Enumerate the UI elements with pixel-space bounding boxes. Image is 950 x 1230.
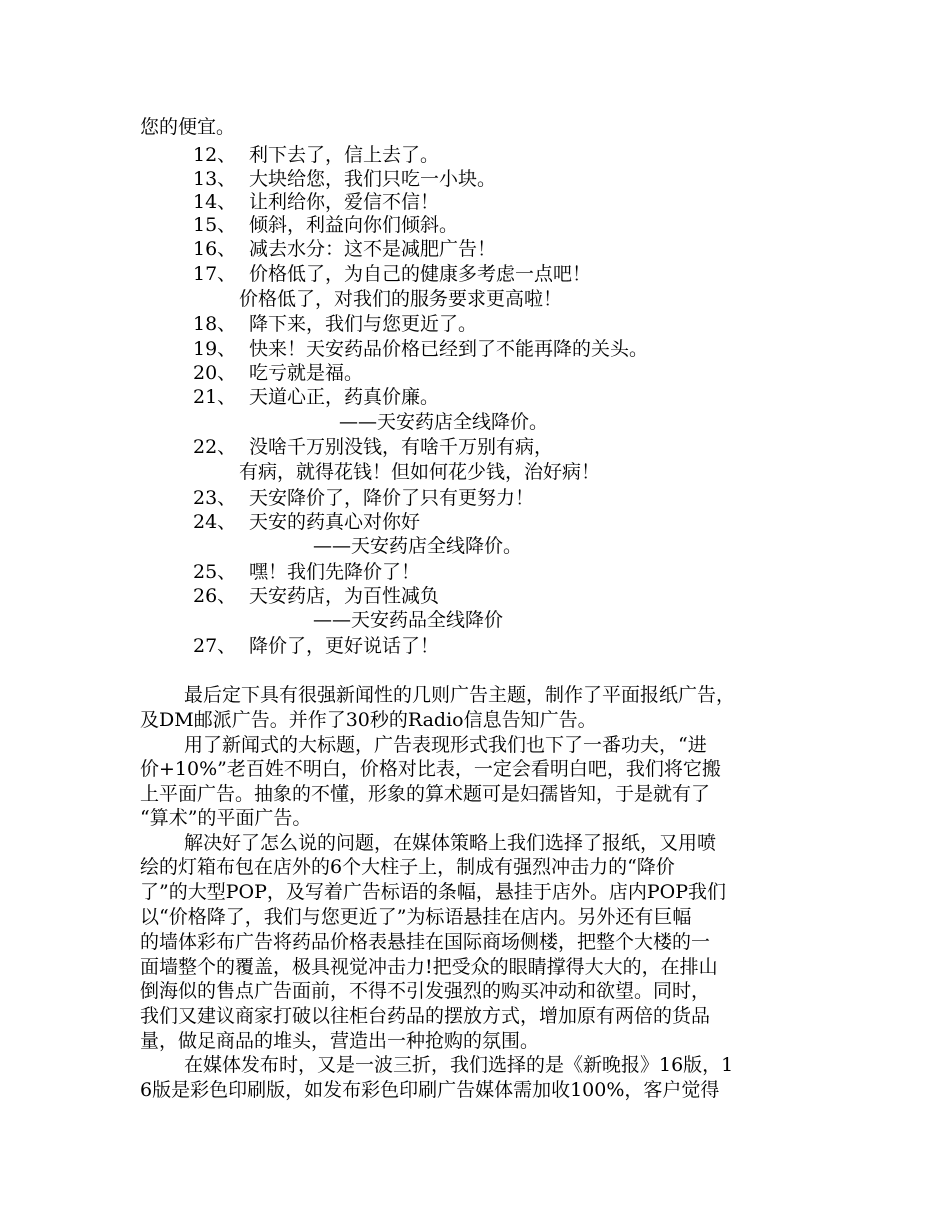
- slogan-number: 25、: [193, 561, 237, 583]
- slogan-item: [193, 561, 420, 583]
- slogan-number: 15、: [193, 214, 237, 236]
- slogan-item: [193, 313, 477, 335]
- slogan-number: 19、: [193, 338, 237, 360]
- paragraph-line: 的墙体彩布广告将药品价格表悬挂在国际商场侧楼，把整个大楼的一: [140, 931, 711, 953]
- paragraph-line: 6版是彩色印刷版，如发布彩色印刷广告媒体需加收100%，客户觉得: [140, 1079, 720, 1101]
- paragraph-line: 价+10%”老百姓不明白，价格对比表，一定会看明白吧，我们将它搬: [140, 758, 721, 780]
- slogan-text: 让利给你，爱信不信！: [249, 191, 440, 213]
- slogan-number: 16、: [193, 238, 237, 260]
- paragraph-line: “算术”的平面广告。: [140, 807, 312, 829]
- slogan-item: [193, 214, 458, 236]
- paragraph-line: 了”的大型POP，及写着广告标语的条幅，悬挂于店外。店内POP我们: [140, 881, 727, 903]
- slogan-item: [193, 238, 496, 260]
- slogan-item: [193, 168, 496, 190]
- slogan-text: 快来！天安药品价格已经到了不能再降的关头。: [249, 338, 649, 360]
- slogan-number: 14、: [193, 191, 237, 213]
- slogan-signature: ——天安药店全线降价。: [313, 535, 523, 557]
- paragraph-line: 以“价格降了，我们与您更近了”为标语悬挂在店内。另外还有巨幅: [140, 906, 692, 928]
- slogan-text: 天道心正，药真价廉。: [249, 386, 440, 408]
- slogan-number: 12、: [193, 144, 237, 166]
- paragraph-line: 上平面广告。抽象的不懂，形象的算术题可是妇孺皆知，于是就有了: [140, 783, 711, 805]
- paragraph-line: 用了新闻式的大标题，广告表现形式我们也下了一番功夫，“进: [184, 734, 707, 756]
- slogan-text: 利下去了，信上去了。: [249, 144, 440, 166]
- paragraph-line: 量，做足商品的堆头，营造出一种抢购的氛围。: [140, 1030, 540, 1052]
- slogan-number: 23、: [193, 487, 237, 509]
- slogan-text: 大块给您，我们只吃一小块。: [249, 168, 497, 190]
- slogan-number: 24、: [193, 511, 237, 533]
- paragraph-line: 我们又建议商家打破以往柜台药品的摆放方式，增加原有两倍的货品: [140, 1005, 711, 1027]
- paragraph-line: 解决好了怎么说的问题，在媒体策略上我们选择了报纸，又用喷: [184, 832, 717, 854]
- slogan-text: 天安药店，为百性减负: [249, 585, 440, 607]
- slogan-number: 20、: [193, 362, 237, 384]
- slogan-number: 27、: [193, 635, 237, 657]
- slogan-continuation: 有病，就得花钱！但如何花少钱，治好病！: [239, 461, 601, 483]
- paragraph-line: 在媒体发布时，又是一波三折，我们选择的是《新晚报》16版，1: [184, 1054, 734, 1076]
- slogan-signature: ——天安药店全线降价。: [339, 411, 549, 433]
- slogan-text: 天安的药真心对你好: [249, 511, 421, 533]
- slogan-text: 倾斜，利益向你们倾斜。: [249, 214, 459, 236]
- paragraph-line: 倒海似的售点广告面前，不得不引发强烈的购买冲动和欲望。同时，: [140, 980, 711, 1002]
- slogan-item: [193, 635, 439, 657]
- slogan-item: [193, 144, 439, 166]
- paragraph-line: 及DM邮派广告。并作了30秒的Radio信息告知广告。: [140, 709, 597, 731]
- slogan-number: 18、: [193, 313, 237, 335]
- slogan-text: 吃亏就是福。: [249, 362, 364, 384]
- paragraph-line: 最后定下具有很强新闻性的几则广告主题，制作了平面报纸广告，: [184, 684, 736, 706]
- slogan-number: 17、: [193, 263, 237, 285]
- slogan-signature: ——天安药品全线降价: [313, 609, 504, 631]
- slogan-item: [193, 511, 420, 533]
- slogan-text: 降价了，更好说话了！: [249, 635, 440, 657]
- paragraph-line: 绘的灯箱布包在店外的6个大柱子上，制成有强烈冲击力的“降价: [140, 856, 675, 878]
- slogan-text: 减去水分：这不是减肥广告！: [249, 238, 497, 260]
- slogan-number: 21、: [193, 386, 237, 408]
- slogan-number: 26、: [193, 585, 237, 607]
- slogan-continuation: 价格低了，对我们的服务要求更高啦！: [239, 288, 563, 310]
- intro-tail: 您的便宜。: [140, 116, 236, 138]
- slogan-text: 没啥千万别没钱，有啥千万别有病，: [249, 436, 554, 458]
- slogan-text: 降下来，我们与您更近了。: [249, 313, 478, 335]
- slogan-text: 嘿！我们先降价了！: [249, 561, 421, 583]
- slogan-item: [193, 585, 439, 607]
- slogan-text: 价格低了，为自己的健康多考虑一点吧！: [249, 263, 592, 285]
- slogan-item: [193, 362, 363, 384]
- slogan-item: [193, 191, 439, 213]
- slogan-item: [193, 263, 591, 285]
- paragraph-line: 面墙整个的覆盖，极具视觉冲击力!把受众的眼睛撑得大大的，在排山: [140, 956, 718, 978]
- slogan-item: [193, 338, 648, 360]
- slogan-item: [193, 487, 534, 509]
- slogan-number: 13、: [193, 168, 237, 190]
- slogan-item: [193, 436, 553, 458]
- slogan-text: 天安降价了，降价了只有更努力！: [249, 487, 535, 509]
- slogan-number: 22、: [193, 436, 237, 458]
- slogan-item: [193, 386, 439, 408]
